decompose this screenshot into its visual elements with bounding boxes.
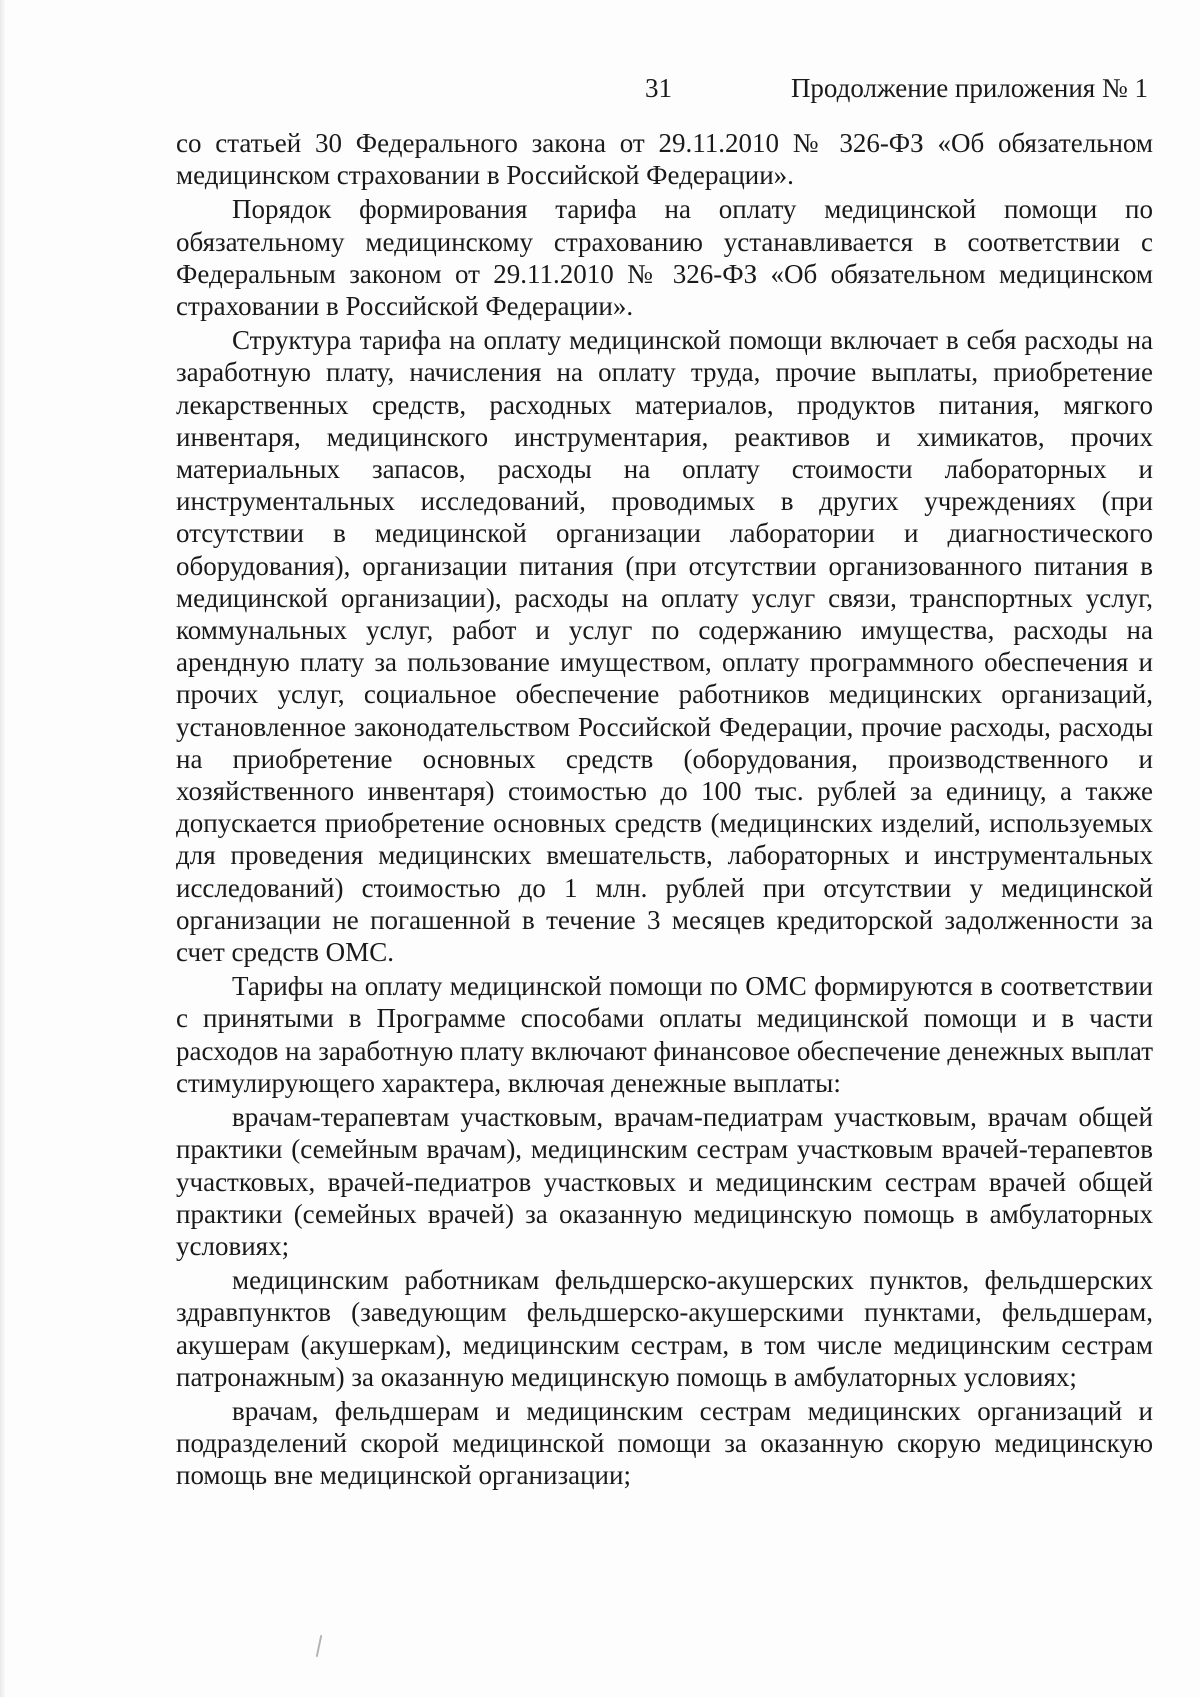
scan-artifact-mark — [316, 1635, 323, 1657]
paragraph-tariff-formation: Тарифы на оплату медицинской помощи по ОМС формируются в соответствии с принятыми в Программе способами оплаты медицинской помощи и в части расходов на заработную плату включают финансовое обеспечение денежных выплат стимулирующего характера, включая денежные выплаты: — [176, 971, 1153, 1098]
paragraph-continued: со статьей 30 Федерального закона от 29.11.2010 № 326-ФЗ «Об обязательном медицинском страховании в Российской Федерации». — [176, 128, 1153, 191]
document-body — [176, 127, 1153, 1494]
page-number: 31 — [645, 73, 672, 103]
paragraph-payments-district-doctors: врачам-терапевтам участковым, врачам-педиатрам участковым, врачам общей практики (семейным врачам), медицинским сестрам участковым врачей-терапевтов участковых, врачей-педиатров участковых и медицинским сестрам врачей общей практики (семейных врачей) за оказанную медицинскую помощь в амбулаторных условиях; — [176, 1102, 1153, 1261]
paragraph-tariff-structure: Структура тарифа на оплату медицинской помощи включает в себя расходы на заработную плату, начисления на оплату труда, прочие выплаты, приобретение лекарственных средств, расходных материалов, продуктов питания, мягкого инвентаря, медицинского инструментария, реактивов и химикатов, прочих материальных запасов, расходы на оплату стоимости лабораторных и инструментальных исследований, проводимых в других учреждениях (при отсутствии в медицинской организации лаборатории и диагностического оборудования), организации питания (при отсутствии организованного питания в медицинской организации), расходы на оплату услуг связи, транспортных услуг, коммунальных услуг, работ и услуг по содержанию имущества, расходы на арендную плату за пользование имуществом, оплату программного обеспечения и прочих услуг, социальное обеспечение работников медицинских организаций, установленное законодательством Российской Федерации, прочие расходы, расходы на приобретение основных средств (оборудования, производственного и хозяйственного инвентаря) стоимостью до 100 тыс. рублей за единицу, а также допускается приобретение основных средств (медицинских изделий, используемых для проведения медицинских вмешательств, лабораторных и инструментальных исследований) стоимостью до 1 млн. рублей при отсутствии у медицинской организации не погашенной в течение 3 месяцев кредиторской задолженности за счет средств ОМС. — [176, 325, 1153, 968]
paragraph-payments-feldsher-posts: медицинским работникам фельдшерско-акушерских пунктов, фельдшерских здравпунктов (заведующим фельдшерско-акушерскими пунктами, фельдшерам, акушерам (акушеркам), медицинским сестрам, в том числе медицинским сестрам патронажным) за оказанную медицинскую помощь в амбулаторных условиях; — [176, 1265, 1153, 1392]
page-header — [0, 68, 1200, 108]
paragraph-payments-ambulance: врачам, фельдшерам и медицинским сестрам медицинских организаций и подразделений скорой медицинской помощи за оказанную скорую медицинскую помощь вне медицинской организации; — [176, 1395, 1153, 1491]
appendix-continuation-label: Продолжение приложения № 1 — [790, 73, 1148, 103]
paragraph-tariff-procedure: Порядок формирования тарифа на оплату медицинской помощи по обязательному медицинскому страхованию устанавливается в соответствии с Федеральным законом от 29.11.2010 № 326-ФЗ «Об обязательном медицинском страховании в Российской Федерации». — [176, 194, 1153, 322]
scan-edge-shadow — [0, 0, 6, 1697]
